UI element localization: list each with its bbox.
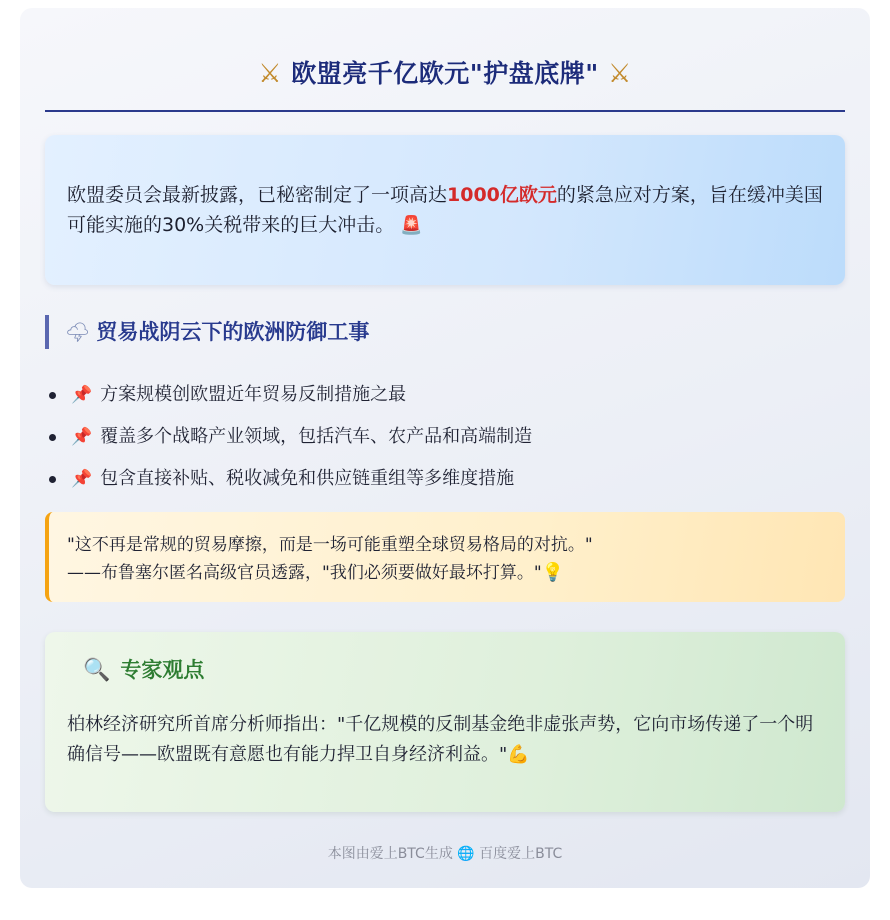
bullet-list (47, 374, 847, 500)
crossed-swords-icon: ⚔ (258, 59, 282, 89)
title-area (45, 54, 845, 112)
expert-panel (45, 632, 845, 812)
crossed-swords-icon: ⚔ (608, 59, 632, 89)
list-item-label: 包含直接补贴、税收减免和供应链重组等多维度措施 (100, 468, 515, 489)
intro-panel (45, 135, 845, 285)
lightbulb-icon: 💡 (541, 562, 565, 583)
globe-icon: 🌐 (457, 846, 475, 862)
expert-body (67, 710, 827, 770)
title-text: 欧盟亮千亿欧元"护盘底牌" (291, 59, 599, 88)
page-title (45, 54, 845, 94)
quote-line-1: "这不再是常规的贸易摩擦，而是一场可能重塑全球贸易格局的对抗。" (67, 535, 593, 555)
expert-title: 专家观点 (120, 658, 205, 682)
list-item-label: 覆盖多个战略产业领域，包括汽车、农产品和高端制造 (100, 426, 533, 447)
flexed-biceps-icon: 💪 (507, 744, 530, 765)
pushpin-icon: 📌 (71, 469, 93, 489)
quote-line-2: ——布鲁塞尔匿名高级官员透露，"我们必须要做好最坏打算。" (67, 563, 542, 583)
section-title: 贸易战阴云下的欧洲防御工事 (96, 320, 370, 344)
pushpin-icon: 📌 (71, 427, 93, 447)
section-heading (45, 315, 845, 349)
intro-highlight: 1000亿欧元 (447, 184, 557, 206)
expert-heading (83, 654, 204, 686)
quote-line-2-wrap (67, 559, 827, 587)
siren-icon: 🚨 (400, 215, 423, 236)
footer (20, 842, 870, 866)
footer-text-before: 本图由爱上BTC生成 (327, 846, 453, 862)
list-item (47, 458, 847, 500)
list-item-label: 方案规模创欧盟近年贸易反制措施之最 (100, 384, 407, 405)
expert-body-text: 柏林经济研究所首席分析师指出："千亿规模的反制基金绝非虚张声势，它向市场传递了一个明确信号——欧盟既有意愿也有能力捍卫自身经济利益。" (67, 714, 814, 765)
poster-card (20, 8, 870, 888)
quote-block (45, 512, 845, 602)
magnifier-icon: 🔍 (83, 658, 111, 683)
footer-text-after: 百度爱上BTC (479, 846, 563, 862)
intro-text-before: 欧盟委员会最新披露，已秘密制定了一项高达 (67, 184, 448, 206)
list-item (47, 374, 847, 416)
list-item (47, 416, 847, 458)
pushpin-icon: 📌 (71, 385, 93, 405)
cloud-lightning-icon: 🌩 (65, 320, 91, 344)
intro-text-after: 的紧急应对方案，旨在缓冲美国可能实施的30%关税带来的巨大冲击。 (67, 184, 823, 236)
